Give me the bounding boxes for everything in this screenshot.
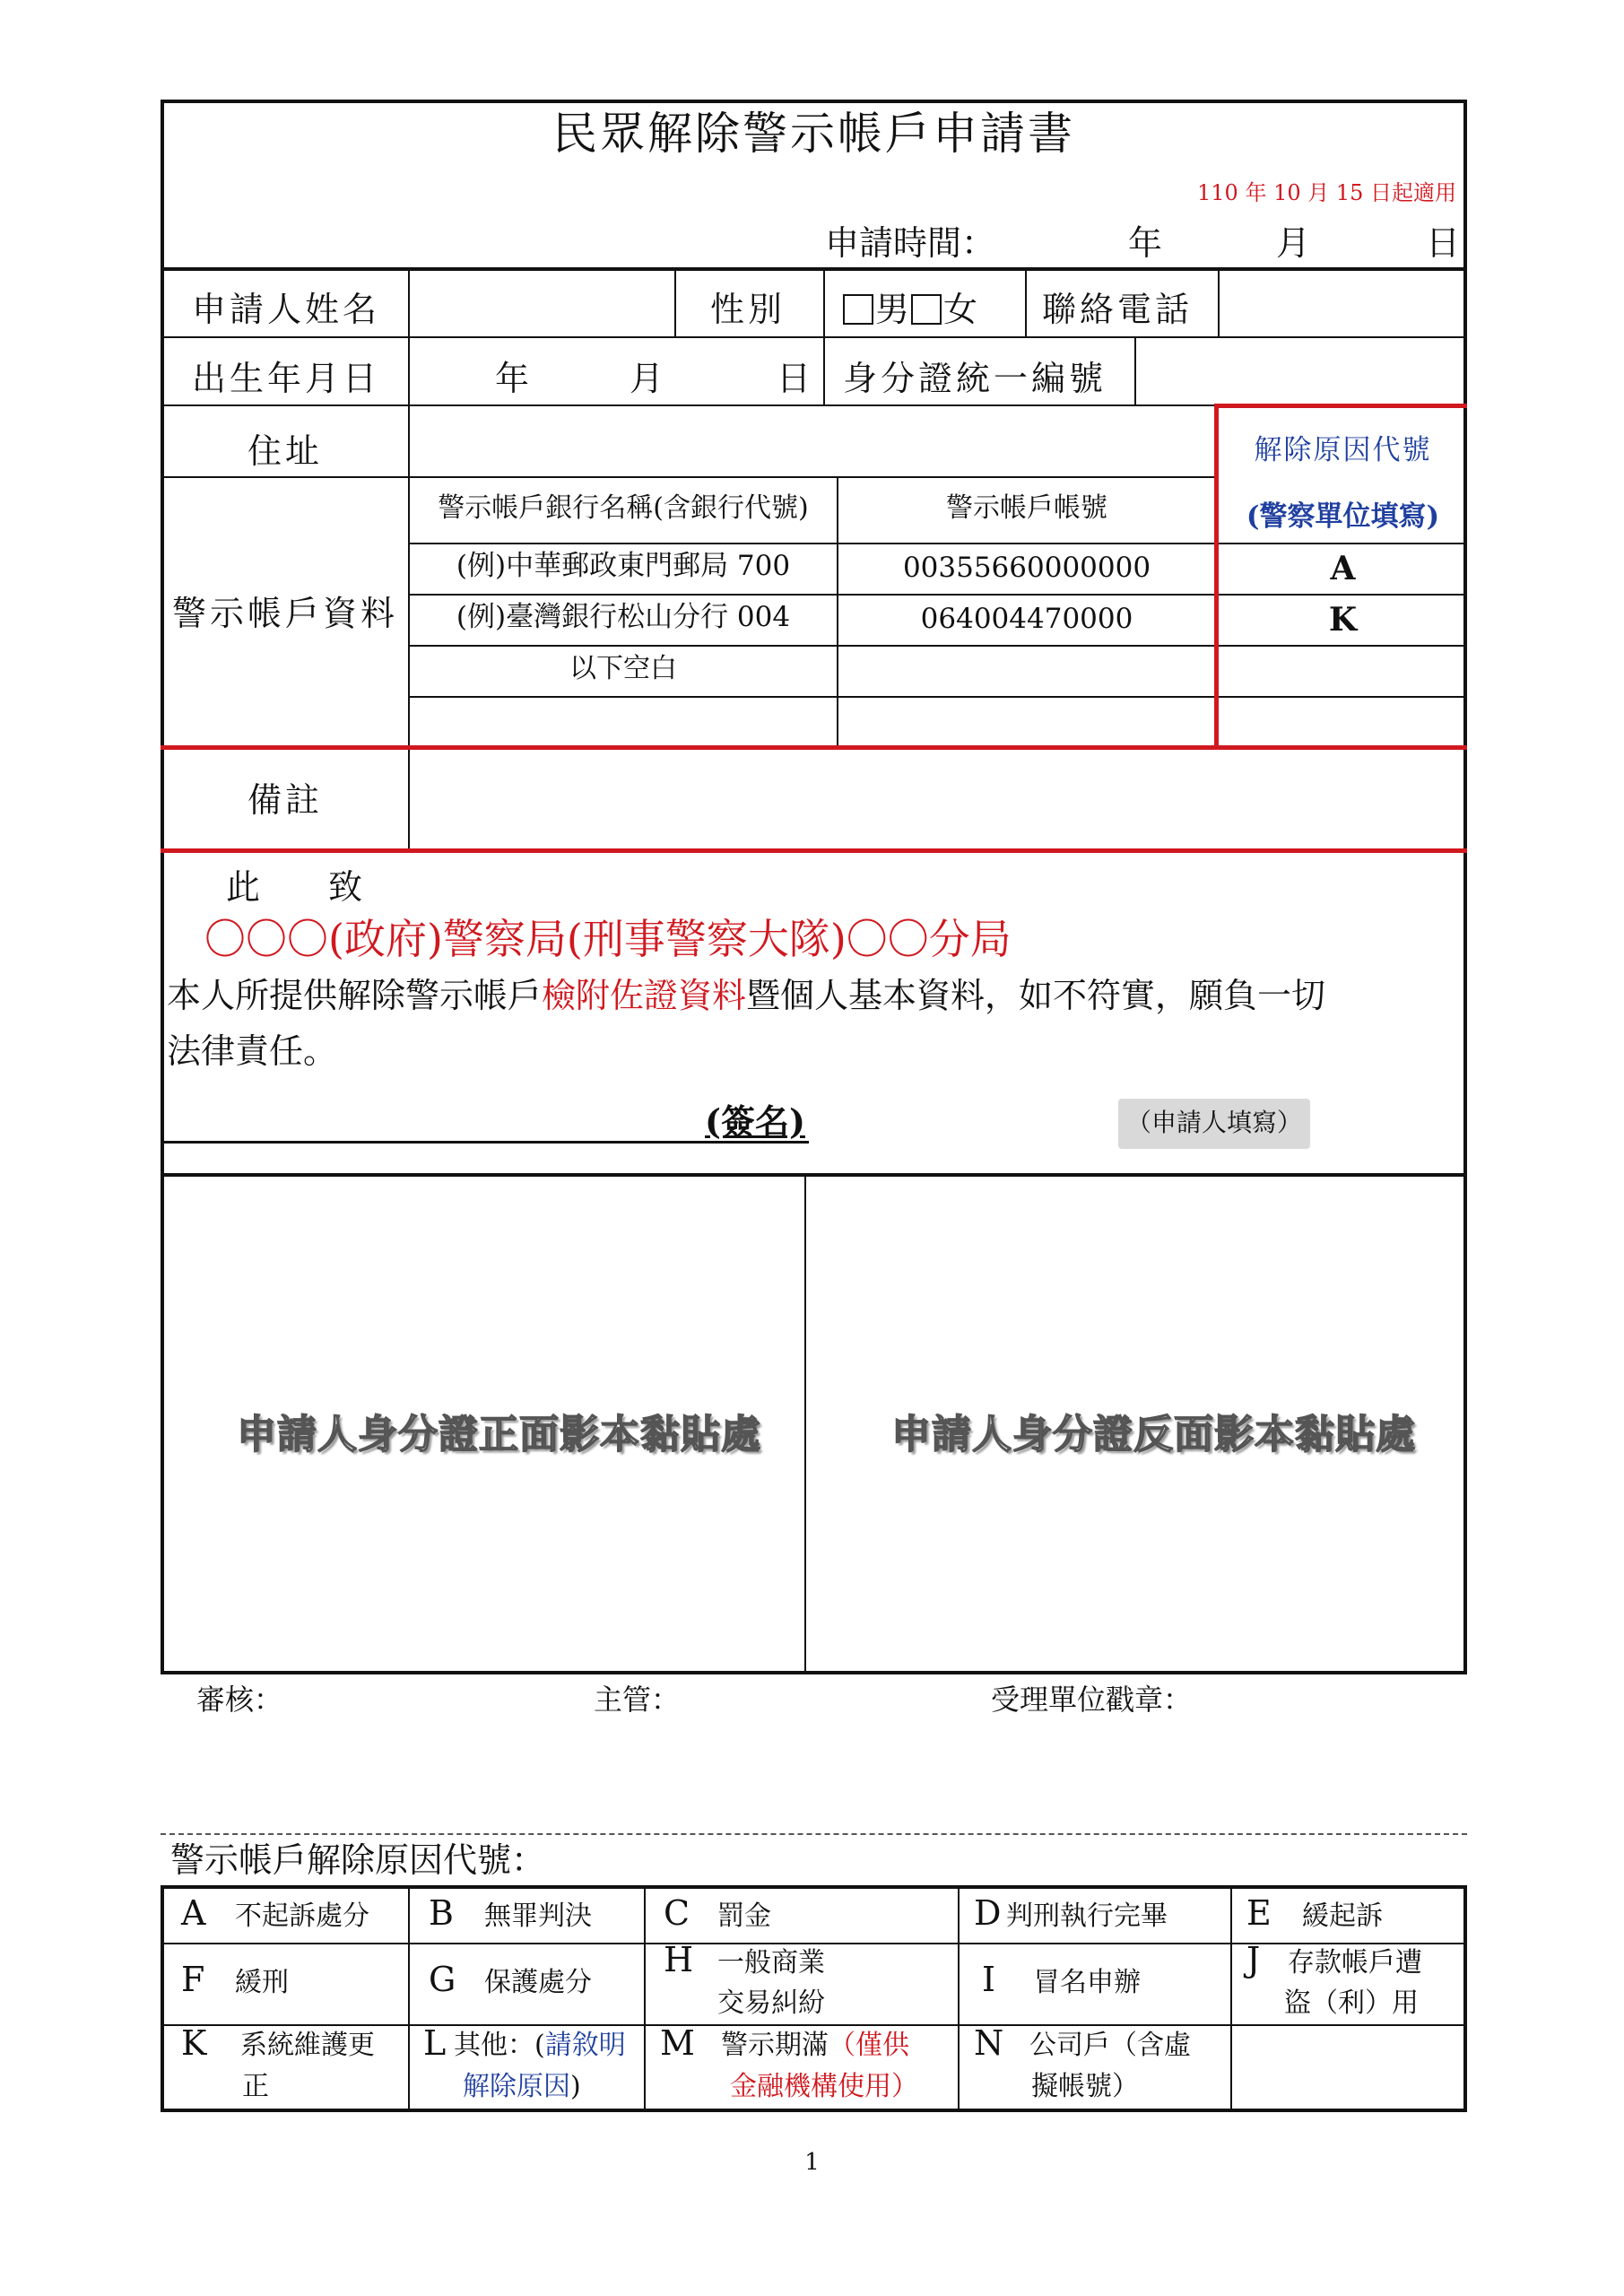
code-l-text-close: ) bbox=[570, 2071, 581, 2102]
rule-id-value-sep bbox=[1134, 336, 1136, 404]
account-row-2-number: 064004470000 bbox=[920, 603, 1133, 635]
code-h-text-line2: 交易糾紛 bbox=[717, 1987, 825, 2019]
account-column-header: 警示帳戶帳號 bbox=[946, 492, 1107, 524]
codes-col3-sep bbox=[958, 1885, 960, 2112]
address-label: 住址 bbox=[248, 431, 324, 471]
code-b-text: 無罪判決 bbox=[484, 1900, 592, 1932]
signature-note: （申請人填寫） bbox=[1125, 1108, 1302, 1137]
account-row-3-bank: 以下空白 bbox=[569, 653, 677, 684]
code-j-text-line1: 存款帳戶遭 bbox=[1288, 1947, 1422, 1979]
birth-date-label: 出生年月日 bbox=[192, 359, 381, 398]
code-c-text: 罰金 bbox=[717, 1900, 771, 1932]
salutation: 此 致 bbox=[226, 867, 363, 907]
apply-time-month: 月 bbox=[1276, 223, 1311, 263]
apply-time-year: 年 bbox=[1128, 223, 1163, 263]
id-front-paste-label: 申請人身分證正面影本黏貼處 bbox=[237, 1412, 761, 1457]
code-l-text-line1 bbox=[454, 2032, 626, 2059]
code-h-text-line1: 一般商業 bbox=[717, 1947, 825, 1979]
code-n-text-line2: 擬帳號） bbox=[1031, 2071, 1139, 2102]
code-m-text-note: （僅供 bbox=[829, 2030, 909, 2061]
declaration-evidence-highlight: 檢附佐證資料 bbox=[542, 976, 747, 1015]
account-section-label: 警示帳戶資料 bbox=[172, 594, 399, 633]
female-option-label: 女 bbox=[943, 290, 978, 329]
code-k-text-line2: 正 bbox=[242, 2071, 269, 2102]
code-b-letter: B bbox=[429, 1893, 454, 1933]
recipient-agency: 〇〇〇(政府)警察局(刑事警察大隊)〇〇分局 bbox=[204, 915, 1012, 963]
supervisor-label: 主管： bbox=[594, 1683, 681, 1717]
code-n-letter: N bbox=[974, 2023, 1004, 2063]
codes-col2-sep bbox=[644, 1885, 646, 2112]
code-l-text-reason: 解除原因 bbox=[463, 2071, 570, 2102]
code-m-text-main: 警示期滿 bbox=[721, 2030, 829, 2061]
codes-row2-bottom bbox=[161, 2024, 1467, 2026]
rule-account-colheader-bottom bbox=[408, 543, 1467, 544]
code-e-letter: E bbox=[1246, 1893, 1272, 1933]
bank-column-header: 警示帳戶銀行名稱(含銀行代號) bbox=[438, 492, 809, 524]
page-number: 1 bbox=[804, 2149, 820, 2176]
birth-day-label: 日 bbox=[777, 359, 812, 398]
account-row-1-number: 00355660000000 bbox=[902, 552, 1151, 584]
rule-phone-value-sep bbox=[1218, 267, 1220, 336]
male-checkbox[interactable] bbox=[843, 294, 873, 325]
id-back-paste-label: 申請人身分證反面影本黏貼處 bbox=[891, 1412, 1416, 1457]
code-d-letter: D bbox=[974, 1893, 1002, 1933]
stamp-label: 受理單位戳章： bbox=[991, 1683, 1193, 1717]
red-rule-remarks-bottom bbox=[161, 848, 1467, 853]
code-e-text: 緩起訴 bbox=[1302, 1900, 1383, 1932]
account-row-1-bank: (例)中華郵政東門郵局 700 bbox=[456, 550, 791, 582]
code-f-text: 緩刑 bbox=[235, 1967, 289, 1998]
rule-account-row1-bottom bbox=[408, 594, 1467, 596]
reason-code-subheader: (警察單位填寫) bbox=[1246, 500, 1440, 533]
code-h-letter: H bbox=[664, 1940, 694, 1979]
declaration-part-3: 暨個人基本資料，如不符實，願負一切 bbox=[746, 976, 1326, 1015]
code-k-letter: K bbox=[181, 2023, 207, 2063]
account-row-2-bank: (例)臺灣銀行松山分行 004 bbox=[456, 601, 791, 633]
gender-options bbox=[843, 290, 978, 329]
applicant-name-label: 申請人姓名 bbox=[192, 290, 381, 329]
rule-gender-value-sep bbox=[823, 267, 825, 404]
rule-name-gender-sep bbox=[674, 267, 676, 336]
code-m-letter: M bbox=[660, 2023, 695, 2063]
red-rule-account-bottom bbox=[161, 745, 1467, 750]
codes-title: 警示帳戶解除原因代號： bbox=[170, 1840, 546, 1880]
apply-time-day: 日 bbox=[1426, 223, 1461, 263]
birth-month-label: 月 bbox=[630, 359, 664, 398]
birth-year-label: 年 bbox=[495, 359, 530, 398]
code-m-text-line2: 金融機構使用） bbox=[730, 2071, 918, 2102]
account-row-2-code: K bbox=[1328, 601, 1358, 639]
code-j-letter: J bbox=[1246, 1940, 1261, 1979]
code-k-text-line1: 系統維護更 bbox=[240, 2030, 375, 2061]
female-checkbox[interactable] bbox=[911, 294, 942, 325]
account-row-1-code: A bbox=[1330, 550, 1356, 587]
code-a-text: 不起訴處分 bbox=[235, 1900, 369, 1932]
reviewer-label: 審核： bbox=[196, 1683, 283, 1717]
form-title: 民眾解除警示帳戶申請書 bbox=[552, 108, 1075, 160]
code-g-text: 保護處分 bbox=[484, 1967, 592, 1998]
declaration-line-1 bbox=[167, 978, 1325, 1013]
code-f-letter: F bbox=[181, 1960, 205, 1999]
code-g-letter: G bbox=[429, 1960, 456, 1999]
declaration-part-1: 本人所提供解除警示帳戶 bbox=[167, 976, 543, 1015]
code-l-text-instruction: 請敘明 bbox=[544, 2030, 626, 2061]
rule-gender-phone-sep bbox=[1025, 267, 1027, 336]
codes-col4-sep bbox=[1230, 1885, 1232, 2112]
rule-address-bottom bbox=[161, 476, 1217, 478]
male-option-label: 男 bbox=[875, 290, 910, 329]
rule-header-bottom bbox=[161, 267, 1467, 271]
rule-account-row2-bottom bbox=[408, 645, 1467, 647]
dashed-separator bbox=[161, 1833, 1467, 1835]
code-l-text-prefix: 其他：( bbox=[454, 2030, 545, 2061]
effective-date-note: 110 年 10 月 15 日起適用 bbox=[1197, 180, 1457, 205]
code-c-letter: C bbox=[664, 1893, 690, 1933]
gender-label: 性別 bbox=[710, 290, 786, 329]
id-number-label: 身分證統一編號 bbox=[843, 359, 1107, 398]
code-l-letter: L bbox=[423, 2023, 447, 2063]
signature-label: (簽名) bbox=[705, 1101, 805, 1142]
rule-row1-bottom bbox=[161, 336, 1467, 338]
code-i-text: 冒名申辦 bbox=[1033, 1967, 1141, 1998]
code-j-text-line2: 盜（利）用 bbox=[1284, 1987, 1419, 2019]
apply-time-label: 申請時間： bbox=[825, 223, 996, 263]
rule-signature-bottom bbox=[161, 1173, 1467, 1177]
red-rule-reason-top bbox=[1216, 404, 1467, 408]
code-l-text-line2 bbox=[463, 2071, 581, 2102]
code-d-text: 判刑執行完畢 bbox=[1006, 1900, 1168, 1932]
declaration-line-2: 法律責任。 bbox=[167, 1031, 338, 1071]
phone-label: 聯絡電話 bbox=[1042, 290, 1194, 329]
code-a-letter: A bbox=[181, 1893, 206, 1933]
rule-id-copy-sep bbox=[804, 1173, 806, 1674]
code-n-text-line1: 公司戶（含虛 bbox=[1029, 2030, 1191, 2061]
codes-col1-sep bbox=[408, 1885, 410, 2112]
rule-account-row3-bottom bbox=[408, 696, 1467, 698]
code-i-letter: I bbox=[982, 1960, 996, 1999]
code-m-text-line1 bbox=[721, 2032, 909, 2059]
codes-row1-bottom bbox=[161, 1943, 1467, 1944]
reason-code-header: 解除原因代號 bbox=[1254, 434, 1432, 466]
remarks-label: 備註 bbox=[248, 780, 324, 820]
